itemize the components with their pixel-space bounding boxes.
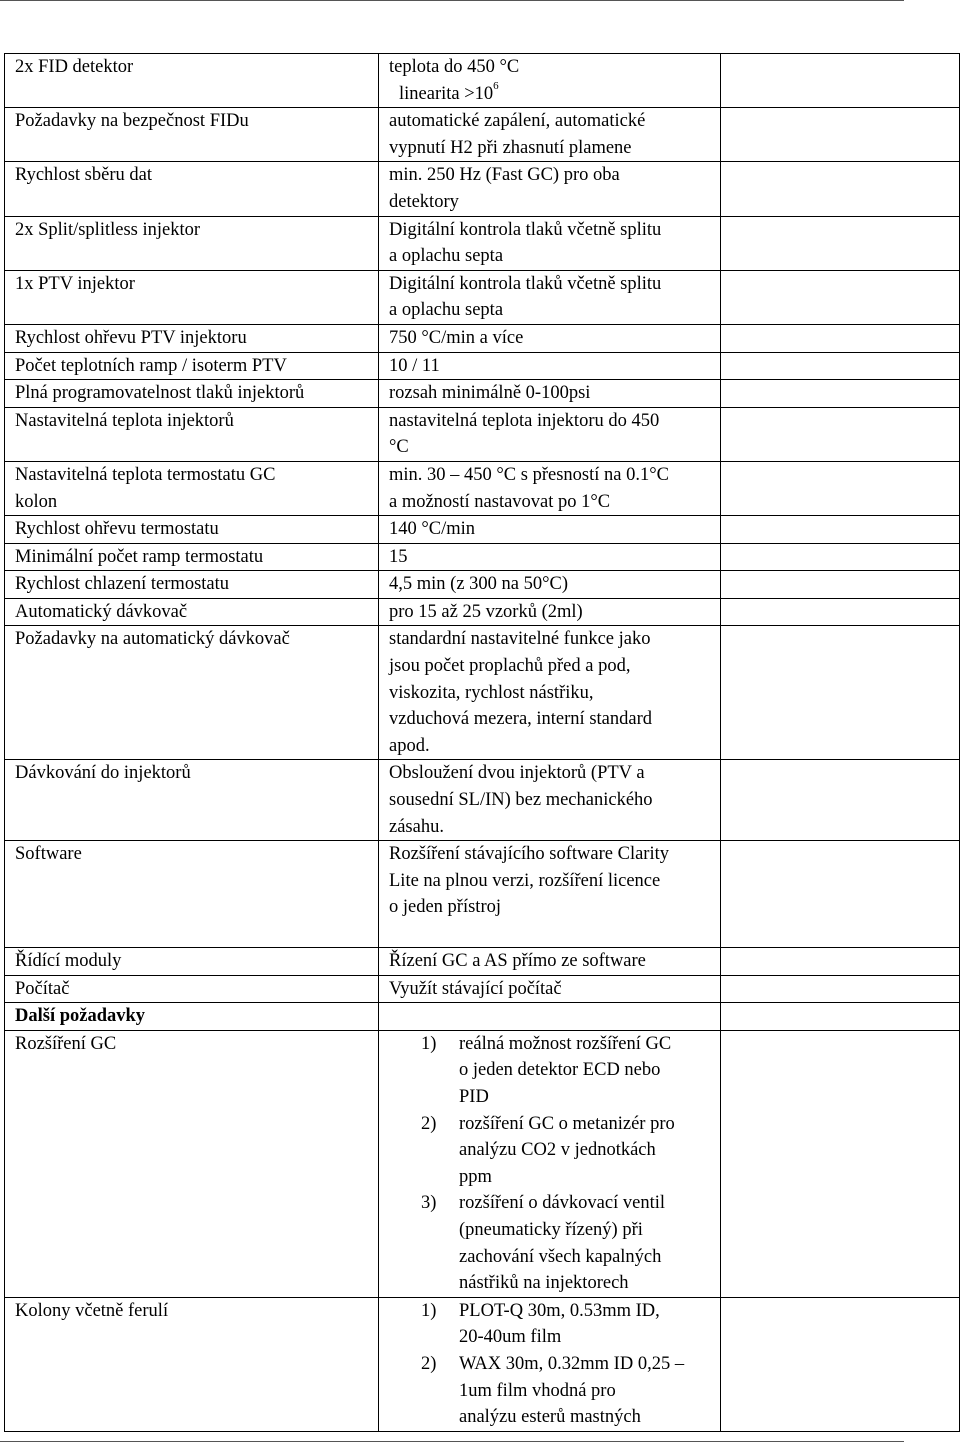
table-row [5, 598, 960, 626]
row-label: Nastavitelná teplota injektorů [15, 410, 234, 431]
row-label: Rozšíření GC [15, 1033, 117, 1054]
value-cell [379, 270, 721, 324]
row-label: Rychlost sběru dat [15, 165, 152, 186]
value-cell [379, 841, 721, 948]
row-value: min. 250 Hz (Fast GC) pro oba [389, 165, 620, 186]
value-cell [379, 975, 721, 1003]
value-cell [379, 516, 721, 544]
empty-cell [721, 975, 960, 1003]
label-cell [5, 461, 379, 515]
table-row [5, 571, 960, 599]
list-item [389, 1031, 720, 1111]
value-cell [379, 162, 721, 216]
label-cell [5, 1297, 379, 1431]
list-line: analýzu esterů mastných [459, 1407, 641, 1428]
row-label: Rychlost ohřevu PTV injektoru [15, 327, 247, 348]
list-line: PID [459, 1086, 489, 1107]
row-label: kolon [15, 491, 58, 512]
row-value: min. 30 – 450 °C s přesností na 0.1°C [389, 464, 669, 485]
label-cell [5, 598, 379, 626]
empty-cell [721, 571, 960, 599]
row-value: Řízení GC a AS přímo ze software [389, 951, 646, 971]
table-row [5, 543, 960, 571]
table-row [5, 948, 960, 976]
row-value: automatické zapálení, automatické [389, 111, 646, 132]
value-cell [379, 760, 721, 841]
table-row [5, 162, 960, 216]
row-value: °C [389, 437, 409, 458]
table-row [5, 270, 960, 324]
label-cell [5, 516, 379, 544]
list-line: 1um film vhodná pro [459, 1380, 616, 1401]
row-value: teplota do 450 °C [389, 57, 520, 77]
list-line: PLOT-Q 30m, 0.53mm ID, [459, 1300, 660, 1321]
list-line: zachování všech kapalných [459, 1246, 662, 1267]
list-item [389, 1111, 720, 1191]
row-value: Lite na plnou verzi, rozšíření licence [389, 870, 661, 891]
table-row [5, 1297, 960, 1431]
empty-cell [721, 162, 960, 216]
list-number: 3) [421, 1193, 437, 1214]
row-label: Počítač [15, 978, 70, 999]
row-label: 2x FID detektor [15, 57, 134, 77]
value-cell [379, 380, 721, 408]
row-value: a oplachu septa [389, 246, 504, 267]
value-cell [379, 1297, 721, 1431]
value-cell [379, 324, 721, 352]
table-row [5, 461, 960, 515]
row-label: Rychlost ohřevu termostatu [15, 519, 219, 540]
list-number: 2) [421, 1353, 437, 1374]
list-line: nástřiků na injektorech [459, 1273, 629, 1294]
label-cell [5, 380, 379, 408]
label-cell [5, 216, 379, 270]
empty-cell [721, 461, 960, 515]
empty-cell [721, 216, 960, 270]
empty-cell [721, 407, 960, 461]
empty-cell [721, 841, 960, 948]
label-cell [5, 54, 379, 108]
label-cell [5, 975, 379, 1003]
empty-cell [721, 352, 960, 380]
list-line: o jeden detektor ECD nebo [459, 1060, 661, 1081]
label-cell [5, 270, 379, 324]
row-label: 2x Split/splitless injektor [15, 219, 201, 240]
empty-cell [721, 1297, 960, 1431]
value-cell [379, 108, 721, 162]
list-number: 2) [421, 1113, 437, 1134]
table-row [5, 108, 960, 162]
empty-cell [721, 598, 960, 626]
row-label: Automatický dávkovač [15, 601, 188, 622]
table-row [5, 352, 960, 380]
value-cell [379, 54, 721, 108]
empty-cell [721, 516, 960, 544]
value-cell [379, 571, 721, 599]
row-label: Plná programovatelnost tlaků injektorů [15, 383, 305, 404]
superscript: 6 [493, 80, 499, 93]
columns-list [389, 1298, 720, 1431]
row-value: pro 15 až 25 vzorků (2ml) [389, 601, 583, 622]
row-label: Požadavky na automatický dávkovač [15, 629, 290, 650]
row-value: o jeden přístroj [389, 897, 502, 918]
section-heading: Další požadavky [15, 1006, 146, 1027]
label-cell [5, 543, 379, 571]
value-cell [379, 461, 721, 515]
list-line: (pneumaticky řízený) při [459, 1219, 643, 1240]
list-line: ppm [459, 1166, 492, 1187]
table-row [5, 324, 960, 352]
row-label: Dávkování do injektorů [15, 763, 191, 784]
row-value: jsou počet proplachů před a pod, [389, 656, 631, 677]
row-value: vzduchová mezera, interní standard [389, 709, 652, 730]
row-value: Rozšíření stávajícího software Clarity [389, 844, 669, 865]
value-cell [379, 352, 721, 380]
label-cell [5, 948, 379, 976]
section-heading-row [5, 1003, 960, 1031]
row-value: Obsloužení dvou injektorů (PTV a [389, 763, 645, 784]
list-item [389, 1298, 720, 1351]
list-number: 1) [421, 1300, 437, 1321]
table-row [5, 407, 960, 461]
row-label: Řídící moduly [15, 951, 122, 971]
row-value-text: linearita >10 [399, 83, 494, 104]
empty-cell [721, 270, 960, 324]
value-cell [379, 626, 721, 760]
label-cell [5, 162, 379, 216]
row-value: Digitální kontrola tlaků včetně splitu [389, 273, 662, 294]
row-value: 10 / 11 [389, 355, 440, 376]
row-label: 1x PTV injektor [15, 273, 135, 294]
list-line: rozšíření o dávkovací ventil [459, 1193, 666, 1214]
row-value: nastavitelná teplota injektoru do 450 [389, 410, 660, 431]
empty-cell [721, 54, 960, 108]
row-value: standardní nastavitelné funkce jako [389, 629, 651, 650]
row-label: Nastavitelná teplota termostatu GC [15, 464, 276, 485]
row-value: sousední SL/IN) bez mechanického [389, 790, 653, 811]
row-value: Digitální kontrola tlaků včetně splitu [389, 219, 662, 240]
table-row [5, 516, 960, 544]
table-row [5, 380, 960, 408]
row-value: zásahu. [389, 816, 444, 837]
table-row [5, 841, 960, 948]
row-label: Požadavky na bezpečnost FIDu [15, 111, 249, 132]
extension-list [389, 1031, 720, 1297]
empty-cell [721, 948, 960, 976]
top-rule [0, 0, 904, 1]
value-cell [379, 216, 721, 270]
empty-cell [721, 1030, 960, 1297]
row-label: Počet teplotních ramp / isoterm PTV [15, 355, 287, 376]
table-row [5, 216, 960, 270]
value-cell [379, 407, 721, 461]
row-value: 750 °C/min a více [389, 327, 524, 348]
row-value: 15 [389, 546, 408, 567]
row-value: 4,5 min (z 300 na 50°C) [389, 574, 569, 595]
row-label: Rychlost chlazení termostatu [15, 574, 230, 595]
label-cell [5, 407, 379, 461]
table-row [5, 975, 960, 1003]
value-cell [379, 1003, 721, 1031]
label-cell [5, 352, 379, 380]
bottom-rule [0, 1441, 904, 1442]
empty-cell [721, 108, 960, 162]
value-cell [379, 1030, 721, 1297]
spec-table [4, 53, 960, 1432]
row-value: vypnutí H2 při zhasnutí plamene [389, 137, 632, 158]
label-cell [5, 1030, 379, 1297]
row-value: apod. [389, 735, 430, 756]
table-row [5, 760, 960, 841]
table-row [5, 1030, 960, 1297]
list-line: rozšíření GC o metanizér pro [459, 1113, 675, 1134]
row-value: 140 °C/min [389, 519, 476, 540]
row-value: Využít stávající počítač [389, 978, 562, 999]
empty-cell [721, 1003, 960, 1031]
row-value [389, 81, 720, 108]
value-cell [379, 598, 721, 626]
list-item [389, 1190, 720, 1296]
label-cell [5, 1003, 379, 1031]
label-cell [5, 571, 379, 599]
label-cell [5, 626, 379, 760]
row-value: rozsah minimálně 0-100psi [389, 383, 591, 404]
empty-cell [721, 380, 960, 408]
row-label: Kolony včetně ferulí [15, 1300, 169, 1321]
list-line: reálná možnost rozšíření GC [459, 1033, 672, 1054]
row-value: a možností nastavovat po 1°C [389, 491, 611, 512]
value-cell [379, 948, 721, 976]
label-cell [5, 760, 379, 841]
spec-table-body [5, 54, 960, 1432]
list-line: WAX 30m, 0.32mm ID 0,25 – [459, 1353, 685, 1374]
list-line: analýzu CO2 v jednotkách [459, 1140, 656, 1161]
row-value: a oplachu septa [389, 300, 504, 321]
empty-cell [721, 543, 960, 571]
row-label: Minimální počet ramp termostatu [15, 546, 264, 567]
list-item [389, 1351, 720, 1431]
row-label: Software [15, 844, 82, 865]
empty-cell [721, 626, 960, 760]
table-row [5, 54, 960, 108]
label-cell [5, 324, 379, 352]
row-value: viskozita, rychlost nástřiku, [389, 682, 594, 703]
list-line: 20-40um film [459, 1327, 562, 1348]
empty-cell [721, 760, 960, 841]
label-cell [5, 108, 379, 162]
label-cell [5, 841, 379, 948]
row-value: detektory [389, 191, 459, 212]
list-number: 1) [421, 1033, 437, 1054]
value-cell [379, 543, 721, 571]
table-row [5, 626, 960, 760]
empty-cell [721, 324, 960, 352]
